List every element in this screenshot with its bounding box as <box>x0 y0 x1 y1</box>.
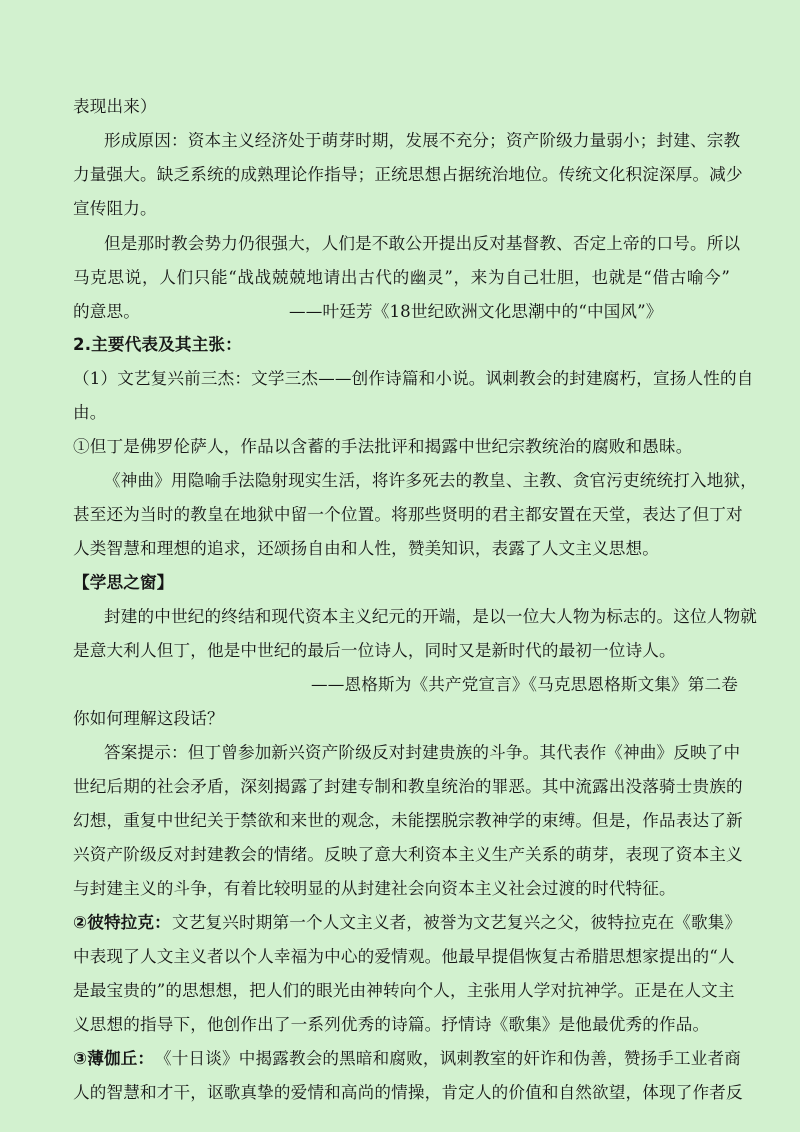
text-line: 力量强大。缺乏系统的成熟理论作指导；正统思想占据统治地位。传统文化积淀深厚。减少 <box>73 165 743 184</box>
text-line: 的意思。 <box>73 302 140 321</box>
text-line: 是意大利人但丁，他是中世纪的最后一位诗人，同时又是新时代的最初一位诗人。 <box>73 641 676 660</box>
text-line: 形成原因：资本主义经济处于萌芽时期，发展不充分；资产阶级力量弱小；封建、宗教 <box>104 131 741 150</box>
text-line: 但是那时教会势力仍很强大，人们是不敢公开提出反对基督教、否定上帝的口号。所以 <box>104 234 741 253</box>
text-line: 答案提示：但丁曾参加新兴资产阶级反对封建贵族的斗争。其代表作《神曲》反映了中 <box>104 743 741 762</box>
text-line: 文艺复兴时期第一个人文主义者，被誉为文艺复兴之父，彼特拉克在《歌集》 <box>172 913 742 932</box>
citation-line: ——叶廷芳《18世纪欧洲文化思潮中的“中国风”》 <box>289 302 663 321</box>
text-line: ①但丁是佛罗伦萨人，作品以含蓄的手法批评和揭露中世纪宗教统治的腐败和愚昧。 <box>73 437 693 456</box>
text-line: 马克思说，人们只能“战战兢兢地请出古代的幽灵”，来为自己壮胆，也就是“借古喻今” <box>73 268 730 287</box>
text-line: 《十日谈》中揭露教会的黑暗和腐败，讽刺教室的奸诈和伪善，赞扬手工业者商 <box>155 1049 742 1068</box>
text-line: 中表现了人文主义者以个人幸福为中心的爱情观。他最早提倡恢复古希腊思想家提出的“人 <box>73 947 735 966</box>
text-line: 兴资产阶级反对封建教会的情绪。反映了意大利资本主义生产关系的萌芽，表现了资本主义 <box>73 845 743 864</box>
text-line: 与封建主义的斗争，有着比较明显的从封建社会向资本主义社会过渡的时代特征。 <box>73 879 676 898</box>
text-line: 人的智慧和才干，讴歌真挚的爱情和高尚的情操，肯定人的价值和自然欲望，体现了作者反 <box>73 1083 743 1102</box>
section-heading: 2.主要代表及其主张： <box>73 335 242 354</box>
text-line: 义思想的指导下，他创作出了一系列优秀的诗篇。抒情诗《歌集》是他最优秀的作品。 <box>73 1015 710 1034</box>
text-line: 《神曲》用隐喻手法隐射现实生活，将许多死去的教皇、主教、贪官污吏统统打入地狱， <box>104 471 758 490</box>
text-line: 是最宝贵的”的思想想，把人们的眼光由神转向个人，主张用人学对抗神学。正是在人文主 <box>73 981 735 1000</box>
text-line: （1）文艺复兴前三杰：文学三杰——创作诗篇和小说。讽刺教会的封建腐朽，宣扬人性的自 <box>73 369 754 388</box>
text-line: 甚至还为当时的教皇在地狱中留一个位置。将那些贤明的君主都安置在天堂，表达了但丁对 <box>73 505 743 524</box>
text-line: 人类智慧和理想的追求，还颂扬自由和人性，赞美知识，表露了人文主义思想。 <box>73 539 660 558</box>
text-line: 宣传阻力。 <box>73 199 157 218</box>
citation-line: ——恩格斯为《共产党宣言》《马克思恩格斯文集》第二卷 <box>311 675 739 694</box>
subsection-heading: ③薄伽丘： <box>73 1049 155 1068</box>
text-line: 封建的中世纪的终结和现代资本主义纪元的开端，是以一位大人物为标志的。这位人物就 <box>104 607 758 626</box>
section-heading: 【学思之窗】 <box>73 573 174 592</box>
text-line: 世纪后期的社会矛盾，深刻揭露了封建专制和教皇统治的罪恶。其中流露出没落骑士贵族的 <box>73 777 743 796</box>
text-line: 由。 <box>73 403 107 422</box>
subsection-heading: ②彼特拉克： <box>73 913 171 932</box>
text-line: 幻想，重复中世纪关于禁欲和来世的观念，未能摆脱宗教神学的束缚。但是，作品表达了新 <box>73 811 743 830</box>
text-line: 表现出来） <box>73 97 157 116</box>
text-line: 你如何理解这段话？ <box>73 709 224 728</box>
